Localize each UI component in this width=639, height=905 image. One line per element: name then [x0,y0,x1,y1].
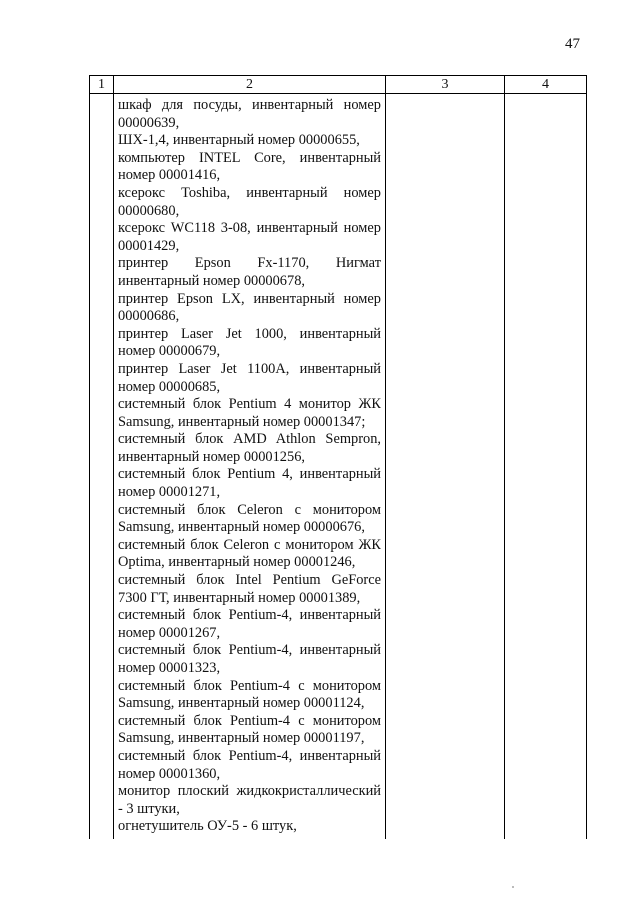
list-item: системный блок Pentium-4, инвентарный номер 00001360, [118,747,381,782]
list-item: принтер Laser Jet 1000, инвентарный номер 00000679, [118,325,381,360]
column-header-1: 1 [90,76,114,94]
list-item: ШХ-1,4, инвентарный номер 00000655, [118,132,360,149]
page-number: 47 [565,36,580,52]
items-cell [114,94,386,840]
list-item: монитор плоский жидкокристаллический - 3 штуки, [118,783,381,817]
list-item: принтер Laser Jet 1100A, инвентарный номер 00000685, [118,360,381,395]
list-item: ксерокс Toshiba, инвентарный номер 00000680, [118,184,381,219]
table-header-row [90,76,587,94]
list-item: системный блок Pentium-4 с монитором Samsung, инвентарный номер 00001197, [118,712,381,747]
list-item: компьютер INTEL Core, инвентарный номер 00001416, [118,149,381,184]
list-item: системный блок Celeron с монитором ЖК Optima, инвентарный номер 00001246, [118,536,381,571]
list-item: системный блок Pentium-4 с монитором Samsung, инвентарный номер 00001124, [118,677,381,712]
list-item: шкаф для посуды, инвентарный номер 00000639, [118,97,381,131]
column-header-2: 2 [114,76,386,94]
scan-dot [512,886,514,888]
column-3-cell [386,94,505,840]
list-item: системный блок Celeron с монитором Samsung, инвентарный номер 00000676, [118,501,381,536]
column-header-3: 3 [386,76,505,94]
list-item: системный блок Intel Pentium GeForce 7300 ГТ, инвентарный номер 00001389, [118,572,381,606]
inventory-table [89,75,587,839]
list-item: системный блок AMD Athlon Sempron, инвентарный номер 00001256, [118,431,381,465]
column-1-cell [90,94,114,840]
list-item: системный блок Pentium-4, инвентарный номер 00001323, [118,642,381,676]
column-4-cell [505,94,587,840]
table-row [90,94,587,840]
list-item: принтер Epson Fx-1170, Нигмат инвентарный номер 00000678, [118,255,381,289]
list-item: огнетушитель ОУ-5 - 6 штук, [118,818,297,835]
list-item: ксерокс WC118 3-08, инвентарный номер 00001429, [118,220,381,254]
list-item: системный блок Pentium 4 монитор ЖК Samsung, инвентарный номер 00001347; [118,396,381,430]
column-header-4: 4 [505,76,587,94]
list-item: системный блок Pentium-4, инвентарный номер 00001267, [118,607,381,641]
list-item: системный блок Pentium 4, инвентарный номер 00001271, [118,466,381,501]
list-item: принтер Epson LX, инвентарный номер 00000686, [118,290,381,325]
